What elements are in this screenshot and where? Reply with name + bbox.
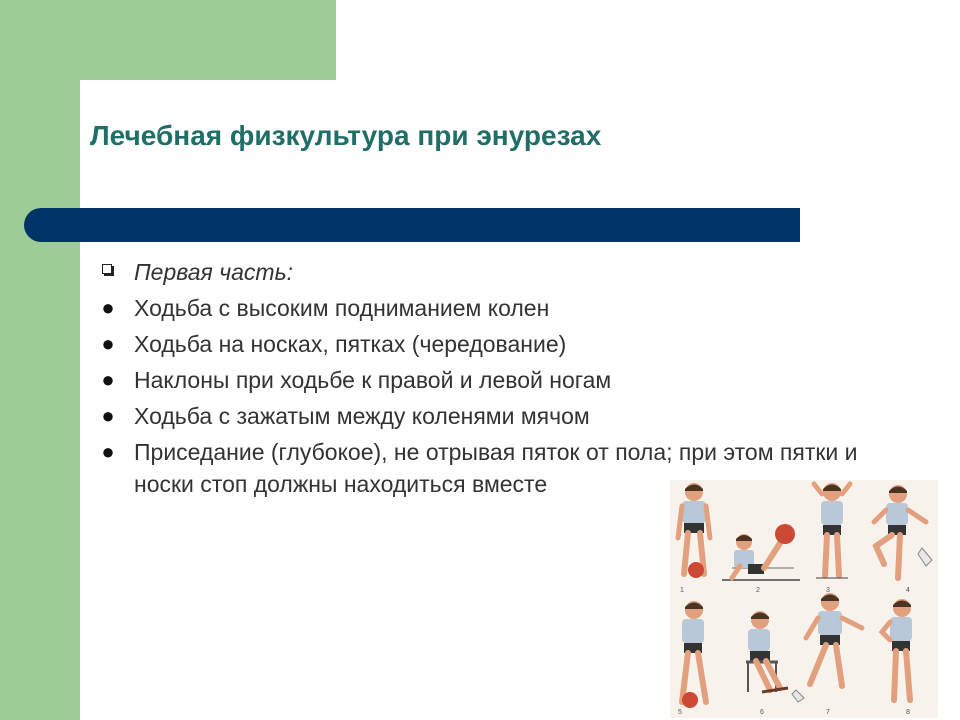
list-item <box>98 400 898 432</box>
list-item-text: Ходьба с зажатым между коленями мячом <box>134 403 590 429</box>
bullet-icon: ● <box>101 295 115 320</box>
list-item <box>98 364 898 396</box>
green-top-block <box>0 0 336 80</box>
list-heading-text: Первая часть: <box>134 259 294 285</box>
figure-number: 2 <box>756 587 760 594</box>
figure-number: 7 <box>826 709 830 716</box>
bullet-icon: ● <box>101 403 115 428</box>
list-heading <box>98 256 898 288</box>
bullet-icon: ● <box>101 439 115 464</box>
figure-number: 6 <box>760 709 764 716</box>
list-item <box>98 292 898 324</box>
title-divider-bar <box>24 208 800 242</box>
list-item-text: Ходьба с высоким подниманием колен <box>134 295 550 321</box>
exercise-illustration <box>670 480 938 718</box>
figure-number: 3 <box>826 587 830 594</box>
bullet-list <box>98 256 898 504</box>
list-item-text: Приседание (глубокое), не отрывая пяток от пола; при этом пятки и носки стоп должны находиться вместе <box>134 439 858 497</box>
figure-number: 1 <box>680 587 684 594</box>
figure-number: 8 <box>906 709 910 716</box>
green-sidebar <box>0 0 80 720</box>
figure-number: 4 <box>906 587 910 594</box>
bullet-icon: ● <box>101 331 115 356</box>
list-item <box>98 328 898 360</box>
list-item-text: Ходьба на носках, пятках (чередование) <box>134 331 567 357</box>
bullet-icon: ● <box>101 367 115 392</box>
figure-number: 5 <box>678 709 682 716</box>
list-item-text: Наклоны при ходьбе к правой и левой ногам <box>134 367 612 393</box>
slide-title: Лечебная физкультура при энурезах <box>90 120 602 151</box>
